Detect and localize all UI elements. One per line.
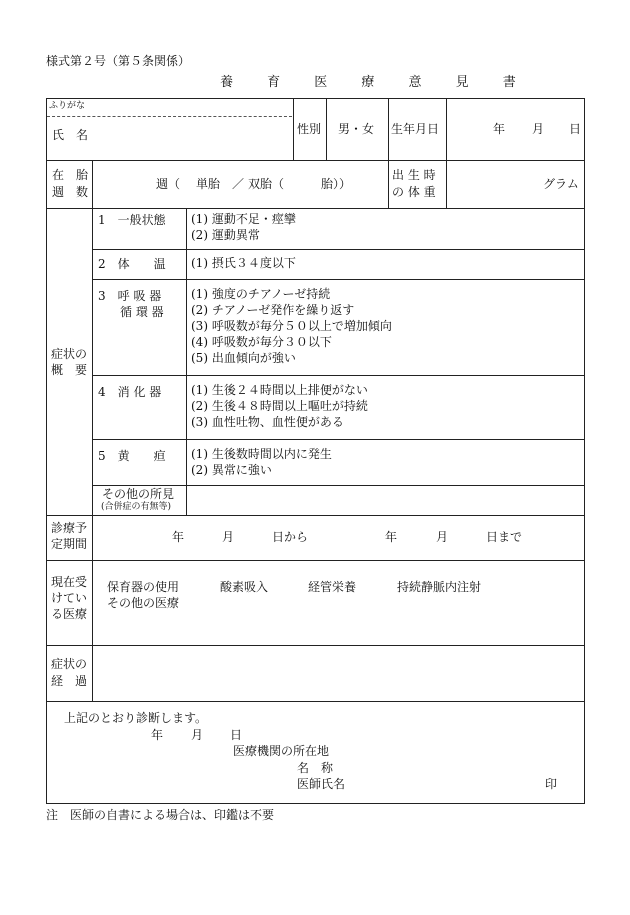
respiratory-label-line2: 循 環 器 [120,305,164,319]
respiratory-item: (4) 呼吸数が毎分３０以下 [191,335,332,349]
digestive-label: 4 消 化 器 [98,385,162,399]
temperature-label: 2 体 温 [98,257,166,271]
respiratory-item: (1) 強度のチアノーゼ持続 [191,287,331,301]
care-other: その他の医療 [107,596,180,610]
symptoms-label-line2: 概 要 [51,363,88,377]
birth-weight-unit: グラム [543,177,579,191]
respiratory-item: (3) 呼吸数が毎分５０以上で増加傾向 [191,319,392,333]
gestation-twin: 双胎（ [248,177,285,191]
gestation-label-line1: 在 胎 [52,168,89,182]
gestation-fetus: 胎）） [321,177,352,191]
gestation-slash: ／ [232,177,245,191]
cert-month-unit: 月 [191,728,204,742]
divider [186,208,187,515]
divider [326,98,327,160]
period-from-month-unit: 月 [222,530,235,544]
jaundice-item: (1) 生後数時間以内に発生 [191,447,332,461]
name-label: 氏 名 [52,128,89,142]
institution-address-label: 医療機関の所在地 [233,744,330,758]
divider [46,645,585,646]
period-to-day-unit: 日まで [486,530,523,544]
gestation-weeks: 週（ [156,177,181,191]
birth-month-unit: 月 [532,122,545,136]
divider [92,279,585,280]
certification-statement: 上記のとおり診断します。 [64,711,208,725]
temperature-item: (1) 摂氏３４度以下 [191,256,296,270]
period-from-day-unit: 日から [272,530,309,544]
divider [46,208,585,209]
sex-options: 男・女 [338,122,375,136]
general-state-item: (2) 運動異常 [191,228,260,242]
divider [46,560,585,561]
period-from-year-unit: 年 [172,530,185,544]
period-label-line2: 定期間 [51,537,88,551]
divider [46,515,585,516]
care-oxygen: 酸素吸入 [220,580,269,594]
divider [46,160,585,161]
cert-year-unit: 年 [151,728,164,742]
symptoms-label-line1: 症状の [51,347,88,361]
form-title: 養 育 医 療 意 見 書 [220,75,531,90]
progress-label-line1: 症状の [51,657,88,671]
furigana-divider [47,116,292,117]
gestation-single: 単胎 [196,177,221,191]
care-incubator: 保育器の使用 [107,580,180,594]
seal-mark: 印 [545,777,558,791]
birth-label: 生年月日 [391,122,440,136]
other-findings-sublabel: (合併症の有無等) [101,502,172,512]
period-label-line1: 診療予 [51,521,88,535]
divider [46,701,585,702]
footnote: 注 医師の自書による場合は、印鑑は不要 [46,808,275,822]
institution-name-label: 名 称 [297,761,334,775]
respiratory-label-line1: 3 呼 吸 器 [98,289,162,303]
divider [92,439,585,440]
jaundice-item: (2) 異常に強い [191,463,272,477]
digestive-item: (2) 生後４８時間以上嘔吐が持続 [191,399,368,413]
general-state-label: 1 一般状態 [98,213,166,227]
digestive-item: (3) 血性吐物、血性便がある [191,415,344,429]
digestive-item: (1) 生後２４時間以上排便がない [191,383,368,397]
divider [446,98,447,208]
progress-label-line2: 経 過 [51,674,88,688]
gestation-label-line2: 週 数 [52,185,89,199]
birth-weight-label-line2: の 体 重 [392,185,436,199]
divider [92,375,585,376]
birth-day-unit: 日 [569,122,582,136]
current-care-label-line3: る医療 [51,607,88,621]
form-number: 様式第２号（第５条関係） [46,54,191,68]
birth-weight-label-line1: 出 生 時 [392,168,436,182]
period-to-month-unit: 月 [436,530,449,544]
doctor-name-label: 医師氏名 [297,777,346,791]
divider [92,485,585,486]
divider [92,160,93,701]
divider [92,249,585,250]
care-tube-feeding: 経管栄養 [308,580,357,594]
general-state-item: (1) 運動不足・痙攣 [191,212,296,226]
period-to-year-unit: 年 [385,530,398,544]
furigana-label: ふりがな [49,101,86,111]
cert-day-unit: 日 [230,728,243,742]
respiratory-item: (5) 出血傾向が強い [191,351,296,365]
divider [388,98,389,208]
respiratory-item: (2) チアノーゼ発作を繰り返す [191,303,355,317]
current-care-label-line1: 現在受 [51,575,88,589]
birth-year-unit: 年 [493,122,506,136]
sex-label: 性別 [297,122,322,136]
divider [293,98,294,160]
jaundice-label: 5 黄 疸 [98,449,166,463]
other-findings-label: その他の所見 [102,487,175,501]
current-care-label-line2: けてい [51,591,88,605]
care-iv-infusion: 持続静脈内注射 [397,580,482,594]
